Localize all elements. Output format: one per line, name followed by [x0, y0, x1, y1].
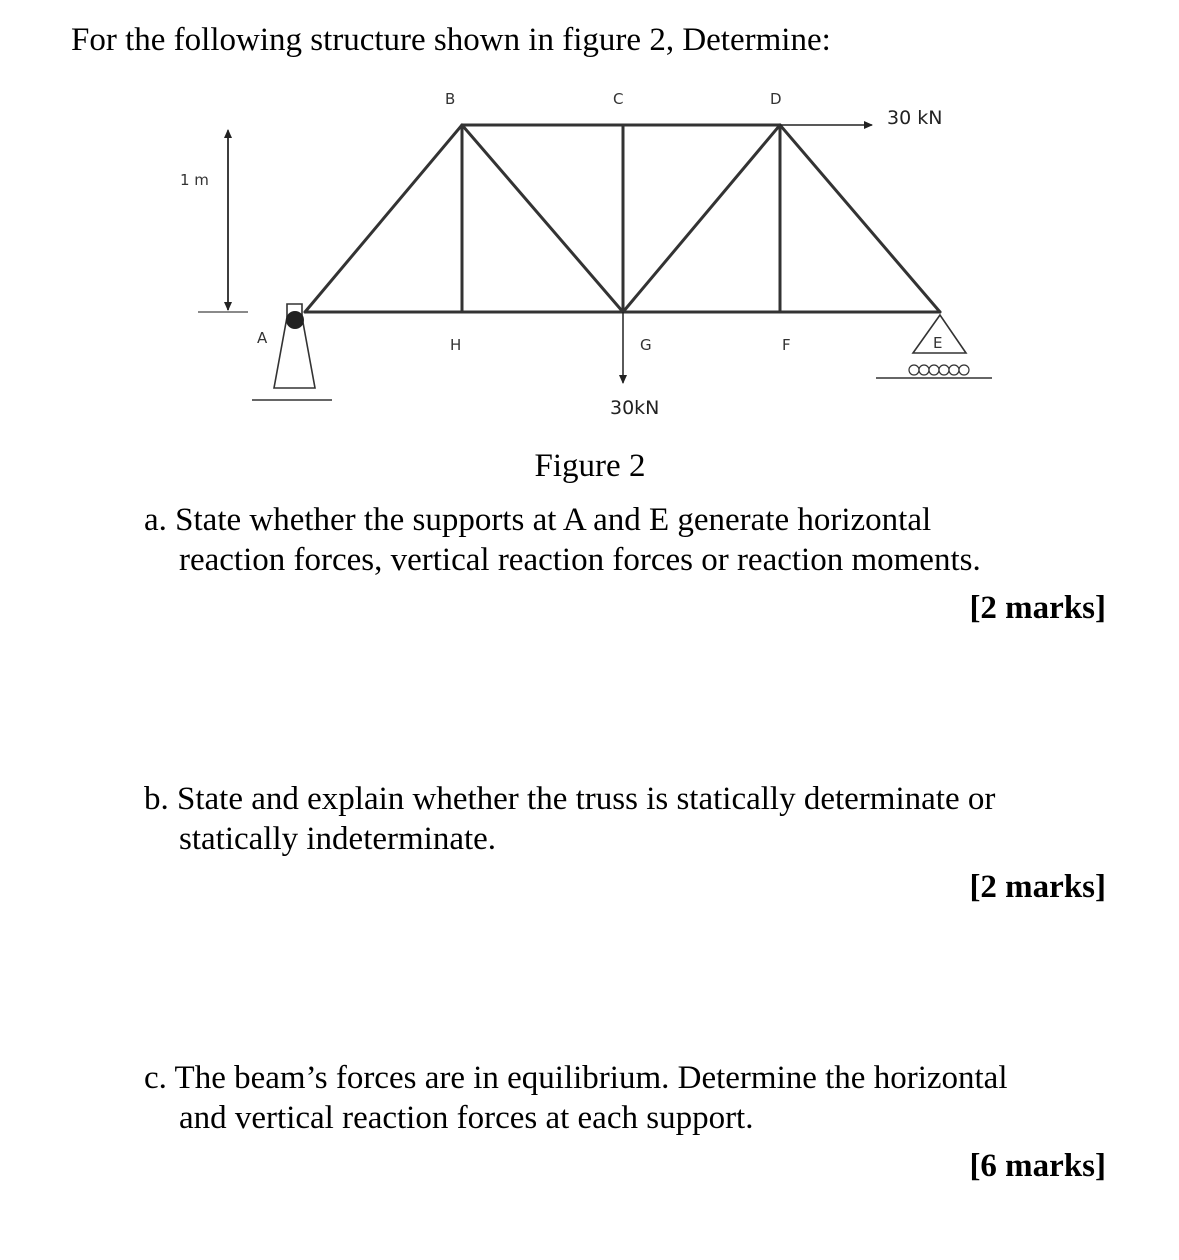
question-c	[144, 1058, 1104, 1138]
question-b-marks: [2 marks]	[969, 869, 1106, 905]
node-label-d: D	[770, 90, 782, 108]
intro-text: For the following structure shown in figure 2, Determine:	[71, 22, 831, 58]
truss-figure	[160, 82, 1000, 427]
roller-support-e	[876, 315, 992, 378]
question-c-marks: [6 marks]	[969, 1148, 1106, 1184]
figure-caption	[0, 444, 1179, 488]
node-label-f: F	[782, 336, 791, 354]
member-ab	[305, 125, 462, 312]
question-c-line-2: and vertical reaction forces at each support.	[179, 1100, 754, 1136]
node-label-e: E	[933, 334, 943, 352]
truss-members	[305, 125, 940, 312]
load-horizontal-d	[780, 107, 942, 129]
node-label-b: B	[445, 90, 456, 108]
node-label-h: H	[450, 336, 462, 354]
load-vertical-label: 30kN	[610, 397, 660, 419]
member-gd	[623, 125, 780, 312]
question-b-line-2: statically indeterminate.	[179, 821, 497, 857]
dimension-label: 1 m	[180, 171, 209, 189]
figure-caption-text: Figure 2	[534, 448, 646, 484]
member-bg	[462, 125, 623, 312]
member-de	[780, 125, 940, 312]
question-a-line-1: a. State whether the supports at A and E generate horizontal	[144, 502, 932, 538]
pin-support-a	[252, 304, 332, 400]
question-a-line-2: reaction forces, vertical reaction forces or reaction moments.	[179, 542, 981, 578]
question-b	[144, 779, 1104, 859]
question-c-line-1: c. The beam’s forces are in equilibrium. Determine the horizontal	[144, 1060, 1008, 1096]
question-a-marks: [2 marks]	[969, 590, 1106, 626]
dimension-1m	[180, 130, 248, 312]
load-horizontal-label: 30 kN	[887, 107, 943, 129]
truss-diagram	[160, 82, 1000, 427]
load-vertical-g	[610, 312, 659, 419]
question-a	[144, 500, 1104, 580]
node-label-c: C	[613, 90, 624, 108]
question-b-line-1: b. State and explain whether the truss is statically determinate or	[144, 781, 996, 817]
node-label-g: G	[640, 336, 652, 354]
node-label-a: A	[257, 329, 268, 347]
